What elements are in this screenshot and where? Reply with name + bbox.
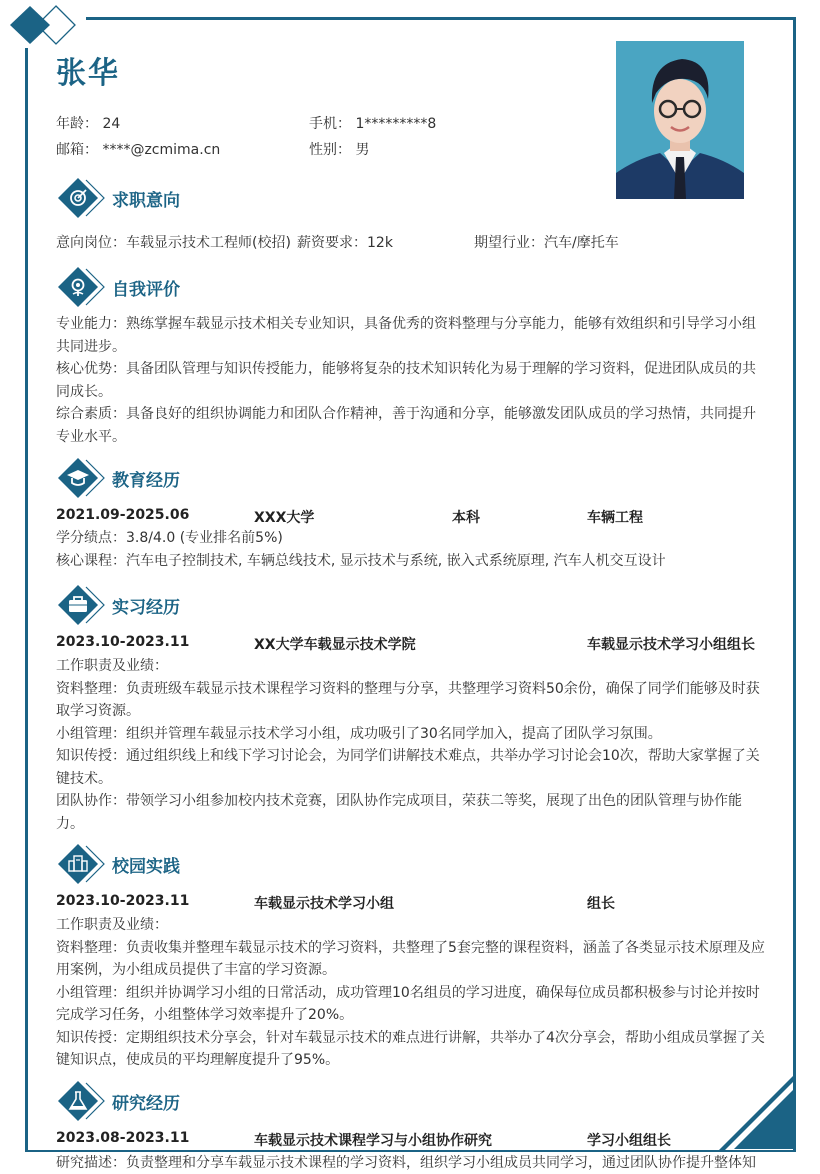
internship-org: XX大学车载显示技术学院 bbox=[254, 637, 416, 653]
education-courses: 核心课程：汽车电子控制技术, 车辆总线技术, 显示技术与系统, 嵌入式系统原理, 汽车人机交互设计 bbox=[56, 552, 666, 569]
section-header-research bbox=[58, 1080, 180, 1122]
self-eval-paragraph: 专业能力：熟练掌握车载显示技术相关专业知识，具备优秀的资料整理与分享能力，能够有效组织和引导学习小组共同进步。 bbox=[56, 316, 756, 355]
intent-salary: 薪资要求：12k bbox=[297, 235, 393, 251]
research-project: 车载显示技术课程学习与小组协作研究 bbox=[254, 1133, 492, 1149]
corner-diamond-decoration bbox=[8, 4, 78, 46]
graduation-cap-icon bbox=[58, 457, 110, 499]
info-gender-label: 性别： bbox=[309, 142, 351, 158]
section-title-education: 教育经历 bbox=[112, 470, 180, 491]
internship-line: 资料整理：负责班级车载显示技术课程学习资料的整理与分享，共整理学习资料50余份，确保了同学们能够及时获取学习资源。 bbox=[56, 680, 760, 719]
campus-line: 知识传授：定期组织技术分享会，针对车载显示技术的难点进行讲解，共举办了4次分享会，帮助小组成员掌握了关键知识点，使成员的平均理解度提升了95%。 bbox=[56, 1029, 765, 1068]
internship-role: 车载显示技术学习小组组长 bbox=[587, 637, 755, 653]
education-school: XXX大学 bbox=[254, 510, 315, 526]
info-email-label: 邮箱： bbox=[56, 142, 98, 158]
education-major: 车辆工程 bbox=[587, 510, 643, 526]
section-header-intent bbox=[58, 177, 180, 219]
internship-line: 工作职责及业绩： bbox=[56, 658, 168, 674]
campus-period: 2023.10-2023.11 bbox=[56, 893, 190, 909]
research-role: 学习小组组长 bbox=[587, 1133, 671, 1149]
info-phone bbox=[309, 113, 436, 133]
internship-line: 团队协作：带领学习小组参加校内技术竞赛，团队协作完成项目，荣获二等奖，展现了出色的团队管理与协作能力。 bbox=[56, 793, 742, 832]
education-period: 2021.09-2025.06 bbox=[56, 507, 190, 523]
section-header-campus bbox=[58, 843, 180, 885]
campus-details bbox=[56, 914, 768, 1072]
internship-line: 小组管理：组织并管理车载显示技术学习小组，成功吸引了30名同学加入，提高了团队学习氛围。 bbox=[56, 725, 662, 742]
self-eval-paragraph: 核心优势：具备团队管理与知识传授能力，能够将复杂的技术知识转化为易于理解的学习资料，促进团队成员的共同成长。 bbox=[56, 361, 756, 400]
education-gpa: 学分绩点：3.8/4.0 (专业排名前5%) bbox=[56, 530, 283, 546]
info-age bbox=[56, 113, 120, 133]
education-details bbox=[56, 527, 768, 572]
research-description-cut: 研究描述：负责整理和分享车载显示技术课程的学习资料，组织学习小组成员共同学习，通过团队协作提升整体知 bbox=[56, 1155, 756, 1171]
self-eval-body bbox=[56, 313, 768, 448]
info-phone-value: 1*********8 bbox=[355, 116, 437, 132]
intent-position: 意向岗位：车载显示技术工程师(校招) bbox=[56, 235, 291, 251]
campus-line: 资料整理：负责收集并整理车载显示技术的学习资料，共整理了5套完整的课程资料，涵盖了各类显示技术原理及应用案例，为小组成员提供了丰富的学习资源。 bbox=[56, 939, 765, 978]
info-email-value: ****@zcmima.cn bbox=[102, 142, 221, 158]
frame-right-border bbox=[793, 17, 796, 1152]
frame-left-border bbox=[25, 48, 28, 1152]
target-icon bbox=[58, 177, 110, 219]
section-title-campus: 校园实践 bbox=[112, 856, 180, 877]
frame-top-border bbox=[86, 17, 796, 20]
info-email bbox=[56, 139, 220, 159]
section-header-self-eval bbox=[58, 266, 180, 308]
info-gender-value: 男 bbox=[355, 142, 370, 158]
campus-role: 组长 bbox=[587, 896, 615, 912]
section-title-internship: 实习经历 bbox=[112, 597, 180, 618]
research-period: 2023.08-2023.11 bbox=[56, 1130, 190, 1146]
section-title-intent: 求职意向 bbox=[112, 190, 180, 211]
section-title-self-eval: 自我评价 bbox=[112, 279, 180, 300]
info-phone-label: 手机： bbox=[309, 116, 351, 132]
section-header-education bbox=[58, 457, 180, 499]
info-age-value: 24 bbox=[102, 116, 121, 132]
education-degree: 本科 bbox=[452, 510, 480, 526]
info-gender bbox=[309, 139, 369, 159]
person-portrait-icon bbox=[616, 41, 744, 199]
internship-details bbox=[56, 655, 768, 835]
section-header-internship bbox=[58, 584, 180, 626]
section-title-research: 研究经历 bbox=[112, 1093, 180, 1114]
campus-line: 小组管理：组织并协调学习小组的日常活动，成功管理10名组员的学习进度，确保每位成员都积极参与讨论并按时完成学习任务，小组整体学习效率提升了20%。 bbox=[56, 984, 760, 1023]
corner-triangle-decoration bbox=[716, 1073, 796, 1153]
intent-industry: 期望行业：汽车/摩托车 bbox=[474, 235, 619, 251]
building-icon bbox=[58, 843, 110, 885]
flower-icon bbox=[58, 266, 110, 308]
flask-icon bbox=[58, 1080, 110, 1122]
candidate-name: 张华 bbox=[56, 56, 120, 91]
campus-line: 工作职责及业绩： bbox=[56, 917, 168, 933]
self-eval-paragraph: 综合素质：具备良好的组织协调能力和团队合作精神，善于沟通和分享，能够激发团队成员的学习热情，共同提升专业水平。 bbox=[56, 406, 756, 445]
internship-period: 2023.10-2023.11 bbox=[56, 634, 190, 650]
campus-org: 车载显示技术学习小组 bbox=[254, 896, 394, 912]
profile-photo bbox=[616, 41, 744, 199]
internship-line: 知识传授：通过组织线上和线下学习讨论会，为同学们讲解技术难点，共举办学习讨论会10次，帮助大家掌握了关键技术。 bbox=[56, 748, 760, 787]
briefcase-icon bbox=[58, 584, 110, 626]
info-age-label: 年龄： bbox=[56, 116, 98, 132]
